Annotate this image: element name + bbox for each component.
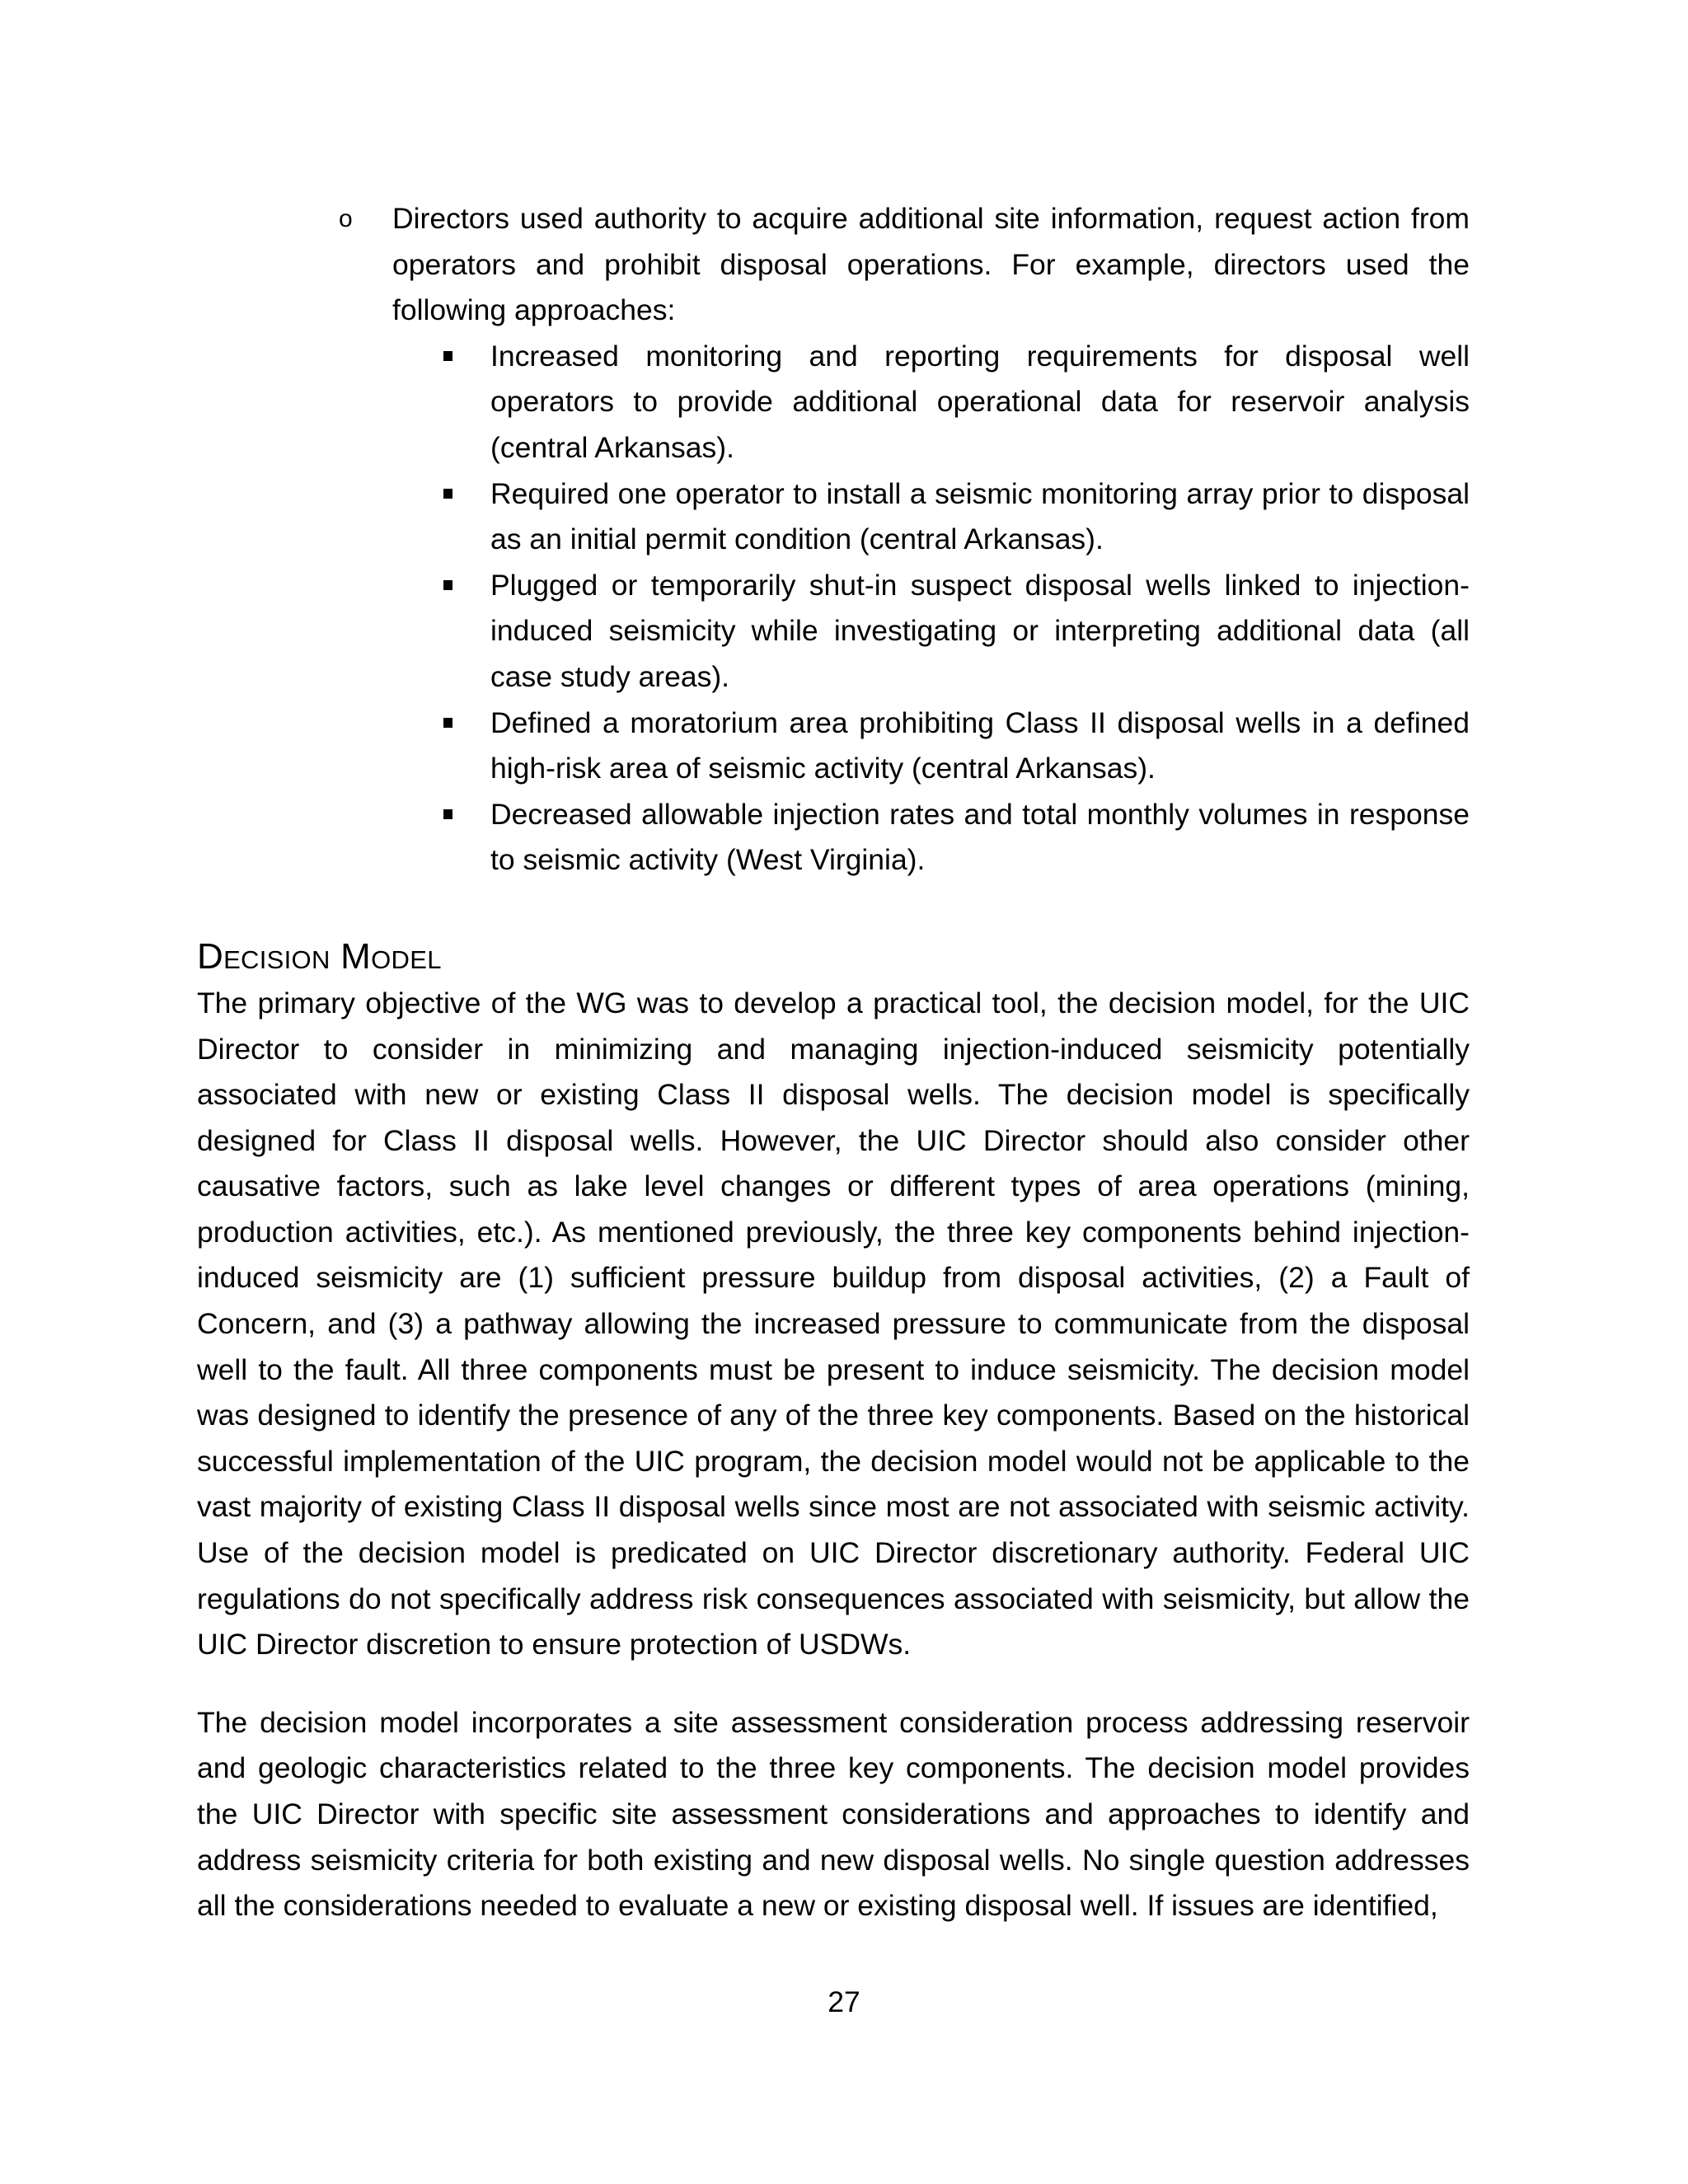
list-item <box>490 701 1470 792</box>
list-item <box>490 334 1470 471</box>
square-bullet-icon <box>443 489 452 499</box>
section-heading: Decision Model <box>197 935 442 977</box>
list-item-directors-authority <box>339 196 1470 883</box>
page-number: 27 <box>828 1985 860 2018</box>
list-item <box>490 792 1470 883</box>
list-item-text: Required one operator to install a seismic monitoring array prior to disposal as an initial permit condition (central Arkansas). <box>490 476 1470 556</box>
list-item <box>490 563 1470 701</box>
body-paragraph: The decision model incorporates a site assessment consideration process addressing reservoir and geologic characteristics related to the three key components. The decision model provides the UIC Director with specific site assessment considerations and approaches to identify and address seismicity criteria for both existing and new disposal wells. No single question addresses all the considerations needed to evaluate a new or existing disposal well. If issues are identified, <box>197 1705 1470 1923</box>
list-item-text: Defined a moratorium area prohibiting Class II disposal wells in a defined high-risk area of seismic activity (central Arkansas). <box>490 705 1470 785</box>
hollow-circle-bullet-icon: o <box>339 205 353 232</box>
list-item-text: Plugged or temporarily shut-in suspect disposal wells linked to injection-induced seismicity while investigating or interpreting additional data (all case study areas). <box>490 568 1470 693</box>
square-bullet-icon <box>443 809 452 819</box>
list-item-text: Increased monitoring and reporting requirements for disposal well operators to provide additional operational data for reservoir analysis (central Arkansas). <box>490 339 1470 464</box>
body-paragraph: The primary objective of the WG was to develop a practical tool, the decision model, for the UIC Director to consider in minimizing and managing injection-induced seismicity potentially associated with new or existing Class II disposal wells. The decision model is specifically designed for Class II disposal wells. However, the UIC Director should also consider other causative factors, such as lake level changes or different types of area operations (mining, production activities, etc.). As mentioned previously, the three key components behind injection-induced seismicity are (1) sufficient pressure buildup from disposal activities, (2) a Fault of Concern, and (3) a pathway allowing the increased pressure to communicate from the disposal well to the fault. All three components must be present to induce seismicity. The decision model was designed to identify the presence of any of the three key components. Based on the historical successful implementation of the UIC program, the decision model would not be applicable to the vast majority of existing Class II disposal wells since most are not associated with seismic activity. Use of the decision model is predicated on UIC Director discretionary authority. Federal UIC regulations do not specifically address risk consequences associated with seismicity, but allow the UIC Director discretion to ensure protection of USDWs. <box>197 986 1470 1661</box>
page-body <box>197 196 1470 1929</box>
square-bullet-icon <box>443 580 452 590</box>
list-item <box>490 471 1470 563</box>
list-item-text: Directors used authority to acquire additional site information, request action from operators and prohibit disposal operations. For example, directors used the following approaches: <box>392 202 1470 327</box>
list-item-text: Decreased allowable injection rates and total monthly volumes in response to seismic activity (West Virginia). <box>490 797 1470 877</box>
square-bullet-icon <box>443 718 452 728</box>
square-bullet-icon <box>443 351 452 361</box>
approaches-list <box>490 334 1470 883</box>
